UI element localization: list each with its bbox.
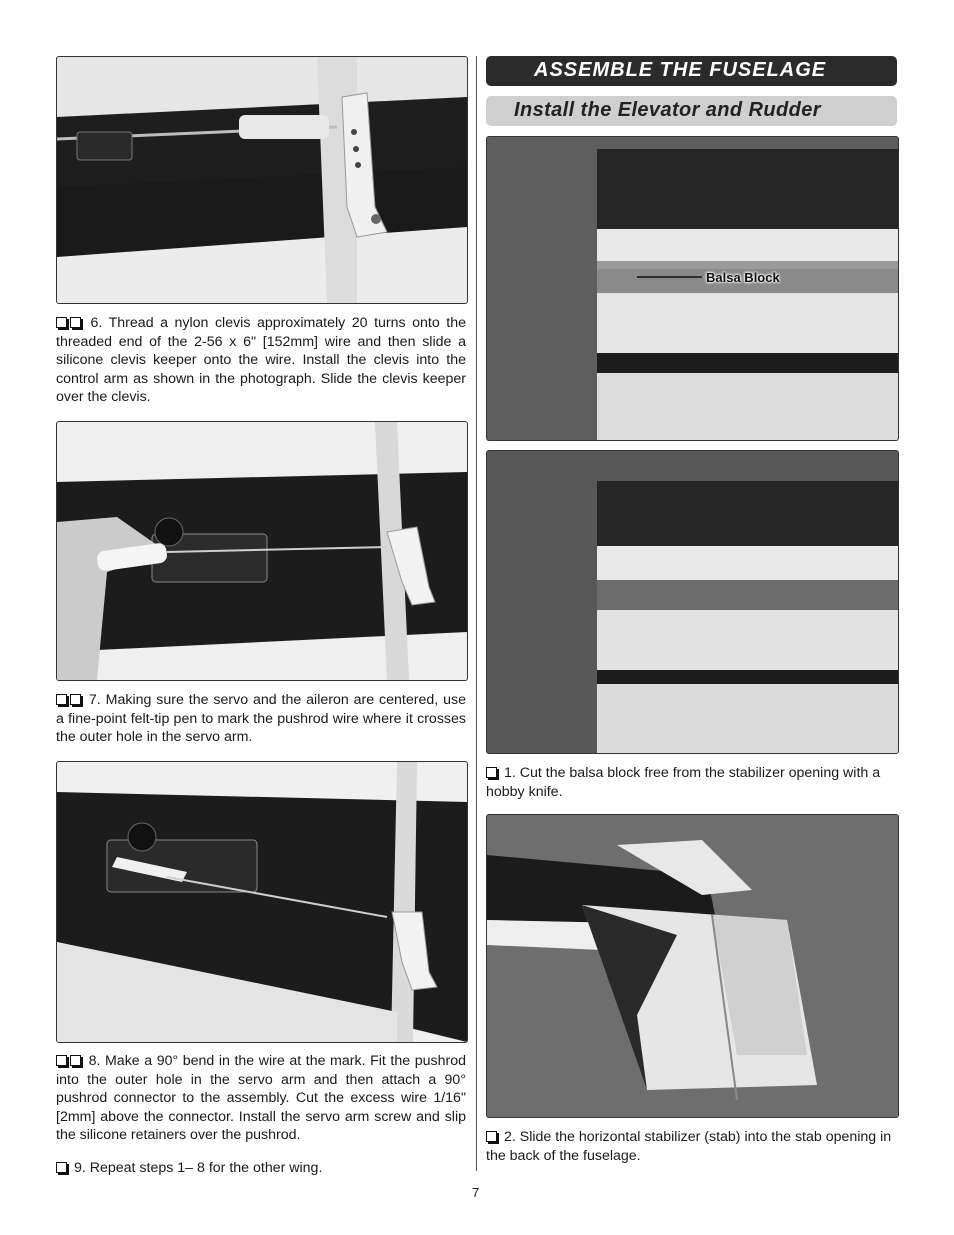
- checkbox-icon[interactable]: [70, 317, 81, 328]
- checkbox-icon[interactable]: [56, 1055, 67, 1066]
- fuselage-step-1-text: 1. Cut the balsa block free from the stabilizer opening with a hobby knife.: [486, 765, 881, 800]
- photo-balsa-block: [486, 136, 899, 441]
- photo-clevis-control-horn: [56, 56, 468, 304]
- page-number: 7: [472, 1185, 480, 1200]
- column-divider: [476, 56, 477, 1171]
- fuselage-step-2-text: 2. Slide the horizontal stabilizer (stab) into the stab opening in the back of the fuselage.: [486, 1129, 892, 1164]
- step-6-text: 6. Thread a nylon clevis approximately 20 turns onto the threaded end of the 2-56 x 6" [152mm] wire and then slide a silicone clevis keeper onto the wire. Install the clevis into the control arm as shown in the photograph. Slide the clevis keeper over the clevis.: [56, 315, 466, 405]
- photo-pushrod-connector: [56, 761, 468, 1043]
- balsa-block-callout: Balsa Block: [706, 270, 780, 285]
- photo-stab-installed: [486, 814, 899, 1118]
- checkbox-icon[interactable]: [56, 317, 67, 328]
- section-title: ASSEMBLE THE FUSELAGE: [534, 59, 827, 81]
- subsection-header: [486, 96, 897, 126]
- checkbox-icon[interactable]: [70, 1055, 81, 1066]
- checkbox-icon[interactable]: [56, 694, 67, 705]
- photo-stab-opening: [486, 450, 899, 754]
- section-header: [486, 56, 897, 86]
- step-7-text: 7. Making sure the servo and the aileron are centered, use a fine-point felt-tip pen to mark the pushrod wire where it crosses the outer hole in the servo arm.: [56, 692, 466, 745]
- photo-mark-pushrod: [56, 421, 468, 681]
- checkbox-icon[interactable]: [56, 1162, 67, 1173]
- step-9-text: 9. Repeat steps 1– 8 for the other wing.: [56, 1159, 466, 1178]
- checkbox-icon[interactable]: [486, 1131, 497, 1142]
- subsection-title: Install the Elevator and Rudder: [514, 99, 821, 121]
- checkbox-icon[interactable]: [70, 694, 81, 705]
- step-8-text: 8. Make a 90° bend in the wire at the mark. Fit the pushrod into the outer hole in the servo arm and then attach a 90° pushrod connector to the assembly. Cut the excess wire 1/16" [2mm] above the connector. Install the servo arm screw and slip the silicone retainers over the pushrod.: [56, 1053, 466, 1143]
- checkbox-icon[interactable]: [486, 767, 497, 778]
